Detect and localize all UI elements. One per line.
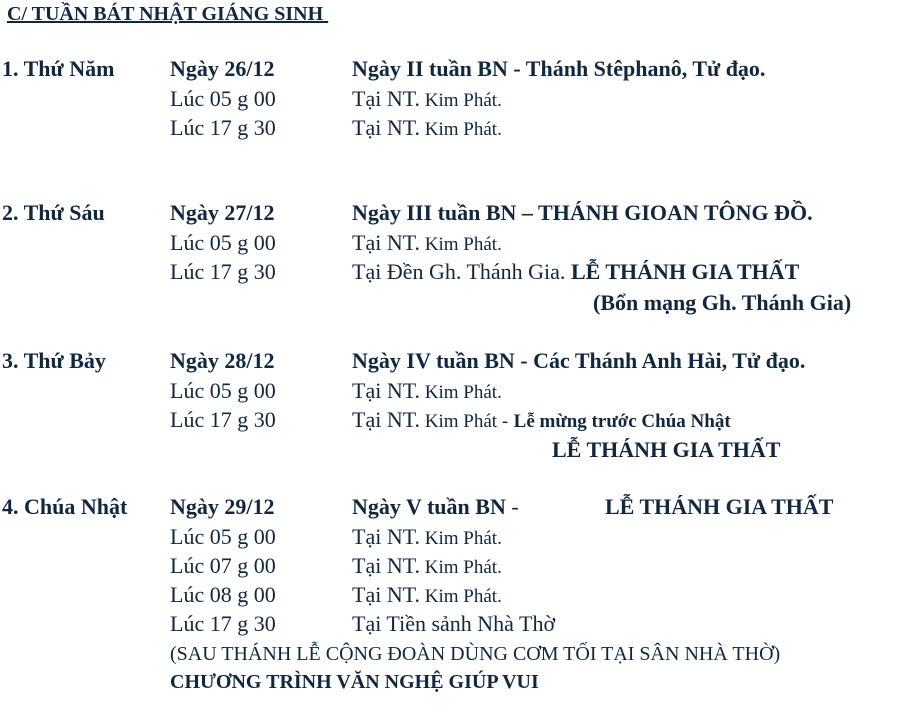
time-label: Lúc 17 g 30 xyxy=(170,407,276,432)
place-text xyxy=(352,259,799,285)
place-prefix: Tại NT. xyxy=(352,524,421,549)
mass-note: Lễ mừng trước Chúa Nhật xyxy=(513,411,731,432)
place-prefix: Tại NT. xyxy=(352,582,421,607)
feast-name: LỄ THÁNH GIA THẤT xyxy=(570,259,800,284)
day-title-feast: LỄ THÁNH GIA THẤT xyxy=(605,494,834,519)
place-name: Kim Phát. xyxy=(420,382,502,403)
place-text xyxy=(352,407,731,435)
place-prefix: Tại NT. xyxy=(352,378,421,403)
day-date: Ngày 26/12 xyxy=(170,56,275,81)
time-label: Lúc 17 g 30 xyxy=(170,259,276,284)
place-prefix: Tại NT. xyxy=(352,115,421,140)
place-name: Kim Phát. xyxy=(420,557,502,578)
day-note: (Bổn mạng Gh. Thánh Gia) xyxy=(593,290,852,315)
day-date: Ngày 28/12 xyxy=(170,348,275,373)
day-title xyxy=(352,494,519,520)
place-prefix: Tại NT. xyxy=(352,230,421,255)
day-note: LỄ THÁNH GIA THẤT xyxy=(552,437,781,462)
time-label: Lúc 07 g 00 xyxy=(170,553,276,578)
time-label: Lúc 05 g 00 xyxy=(170,86,276,111)
day-date: Ngày 27/12 xyxy=(170,200,275,225)
day-label: 2. Thứ Sáu xyxy=(2,200,105,225)
day-title: Ngày IV tuần BN - Các Thánh Anh Hài, Tử đạo. xyxy=(352,348,806,373)
place-text xyxy=(352,553,502,581)
day-label: 3. Thứ Bảy xyxy=(2,348,106,373)
place-prefix: Tại NT. xyxy=(352,553,421,578)
place-text xyxy=(352,524,502,552)
footer-note: (SAU THÁNH LỄ CỘNG ĐOÀN DÙNG CƠM TỐI TẠI SÂN NHÀ THỜ) xyxy=(170,643,781,665)
place-name: Kim Phát. xyxy=(420,586,502,607)
day-label: 1. Thứ Năm xyxy=(2,56,115,81)
place-prefix: Tại NT. xyxy=(352,407,421,432)
time-label: Lúc 05 g 00 xyxy=(170,524,276,549)
place-name: Kim Phát - xyxy=(420,411,509,432)
place-text xyxy=(352,115,502,143)
day-title-dash: - xyxy=(505,494,519,519)
day-title: Ngày III tuần BN – THÁNH GIOAN TÔNG ĐỒ. xyxy=(352,200,813,225)
time-label: Lúc 05 g 00 xyxy=(170,230,276,255)
time-label: Lúc 17 g 30 xyxy=(170,115,276,140)
time-label: Lúc 17 g 30 xyxy=(170,611,276,636)
place-text xyxy=(352,86,502,114)
place-text xyxy=(352,230,502,258)
place-name: Kim Phát. xyxy=(420,90,502,111)
place-prefix: Tại NT. xyxy=(352,86,421,111)
section-heading: C/ TUẦN BÁT NHẬT GIÁNG SINH xyxy=(7,3,329,25)
place-name: Kim Phát. xyxy=(420,119,502,140)
time-label: Lúc 08 g 00 xyxy=(170,582,276,607)
day-title: Ngày II tuần BN - Thánh Stêphanô, Tử đạo. xyxy=(352,56,766,81)
place-name: Kim Phát. xyxy=(420,528,502,549)
place-text: Tại Tiền sảnh Nhà Thờ xyxy=(352,611,556,636)
footer-program: CHƯƠNG TRÌNH VĂN NGHỆ GIÚP VUI xyxy=(170,671,539,693)
time-label: Lúc 05 g 00 xyxy=(170,378,276,403)
place-text xyxy=(352,582,502,610)
day-date: Ngày 29/12 xyxy=(170,494,275,519)
day-label: 4. Chúa Nhật xyxy=(2,494,128,519)
day-title-prefix: Ngày V tuần BN xyxy=(352,494,506,519)
place-name: Kim Phát. xyxy=(420,234,502,255)
place-text xyxy=(352,378,502,406)
place-prefix: Tại Đền Gh. Thánh Gia. xyxy=(352,259,566,284)
